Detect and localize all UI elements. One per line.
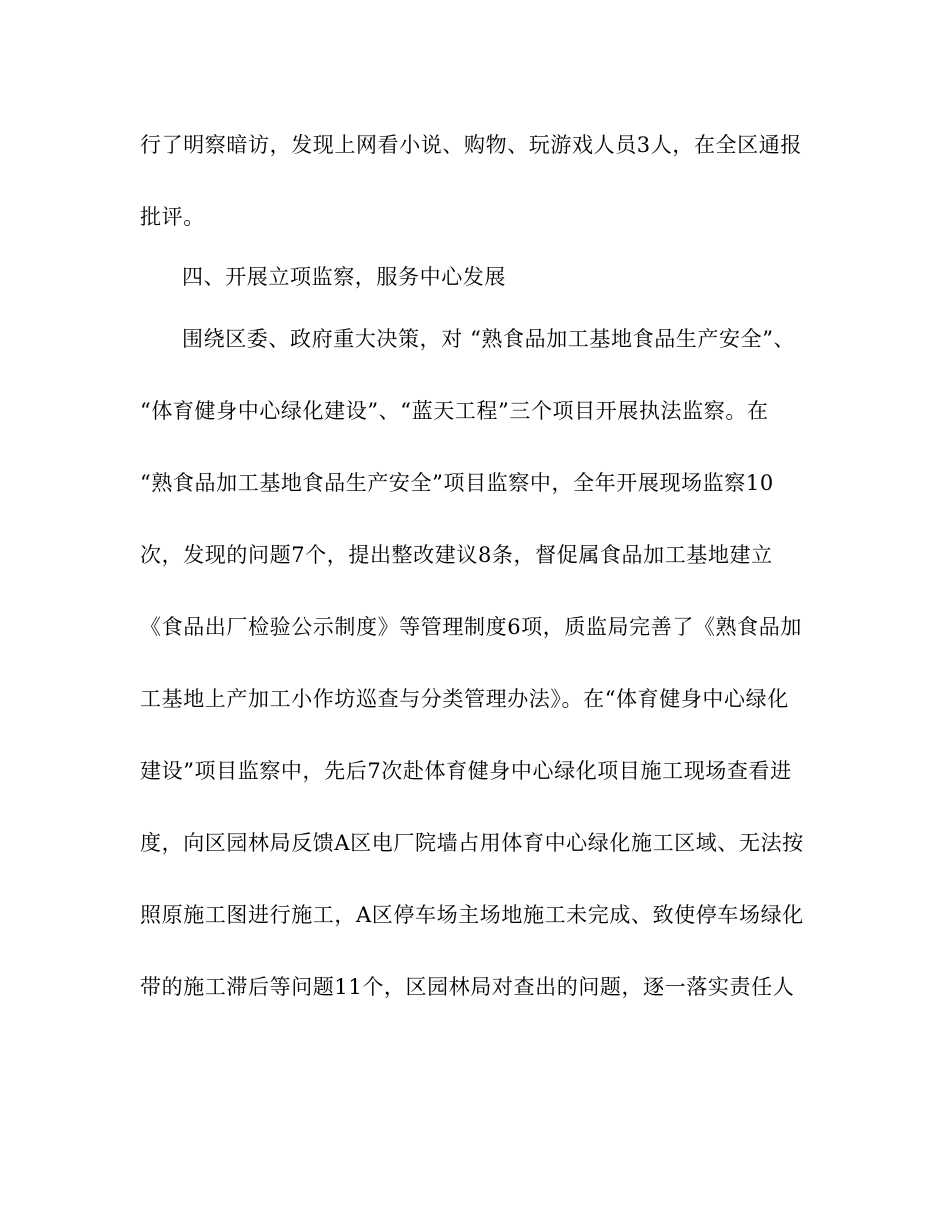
body-text-line: 度，向区园林局反馈A区电厂院墙占用体育中心绿化施工区域、无法按 bbox=[140, 831, 804, 855]
body-text-line: 围绕区委、政府重大决策，对 “熟食品加工基地食品生产安全”、 bbox=[182, 327, 796, 351]
section-heading: 四、开展立项监察，服务中心发展 bbox=[182, 265, 506, 289]
body-text-line: 次，发现的问题7个，提出整改建议8条，督促属食品加工基地建立 bbox=[140, 543, 773, 567]
body-text-line: 带的施工滞后等问题11个，区园林局对查出的问题，逐一落实责任人 bbox=[140, 975, 795, 999]
body-text-line: 行了明察暗访，发现上网看小说、购物、玩游戏人员3人，在全区通报 bbox=[140, 133, 802, 157]
body-text-line: “体育健身中心绿化建设”、“蓝天工程”三个项目开展执法监察。在 bbox=[140, 399, 769, 423]
body-text-line: 批评。 bbox=[140, 205, 205, 229]
body-text-line: 《食品出厂检验公示制度》等管理制度6项，质监局完善了《熟食品加 bbox=[140, 615, 802, 639]
body-text-line: 工基地上产加工小作坊巡查与分类管理办法》。在“体育健身中心绿化 bbox=[140, 687, 789, 711]
body-text-line: “熟食品加工基地食品生产安全”项目监察中，全年开展现场监察10 bbox=[140, 471, 774, 495]
body-text-line: 照原施工图进行施工，A区停车场主场地施工未完成、致使停车场绿化 bbox=[140, 903, 804, 927]
body-text-line: 建设”项目监察中，先后7次赴体育健身中心绿化项目施工现场查看进 bbox=[140, 759, 792, 783]
